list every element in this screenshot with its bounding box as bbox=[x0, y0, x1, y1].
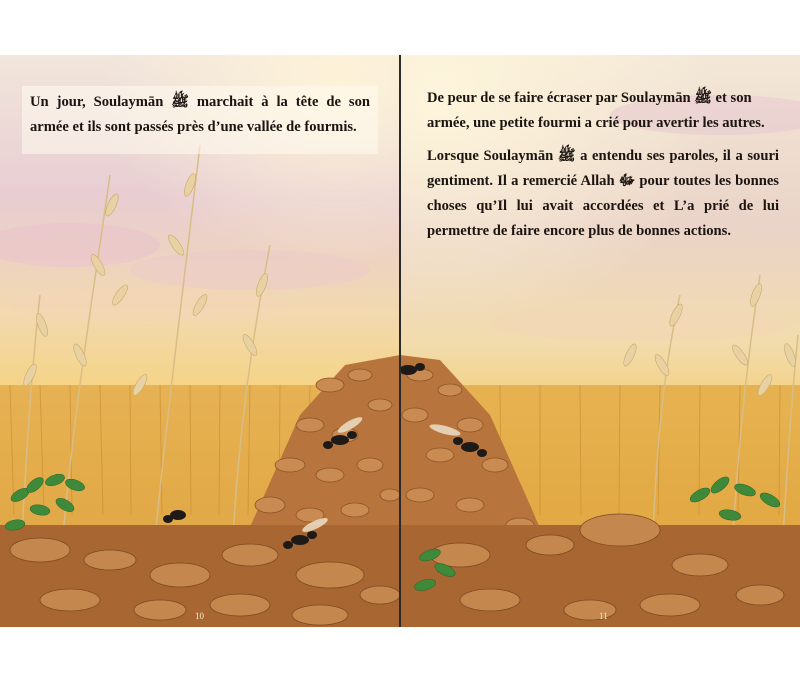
book-spread bbox=[0, 55, 800, 627]
right-page bbox=[400, 55, 800, 627]
book-spine bbox=[399, 55, 401, 627]
right-paragraph-2: Lorsque Soulaymān ﷺ a entendu ses paroles, il a souri gentiment. Il a remercié Allah ﷻ pour toutes les bonnes choses qu’Il lui avait accordées et L’a prié de lui permettre de faire encore plus de bonnes actions. bbox=[427, 148, 779, 239]
right-page-text bbox=[427, 86, 779, 252]
left-paragraph: Un jour, Soulaymān ﷺ marchait à la tête de son armée et ils sont passés près d’une vallée de fourmis. bbox=[30, 94, 370, 135]
page-number-left: 10 bbox=[195, 611, 204, 621]
left-page bbox=[0, 55, 400, 627]
right-paragraph-1: De peur de se faire écraser par Soulaymān ﷺ et son armée, une petite fourmi a crié pour avertir les autres. bbox=[427, 90, 765, 131]
page-number-right: 11 bbox=[599, 611, 608, 621]
left-page-text bbox=[22, 86, 378, 154]
